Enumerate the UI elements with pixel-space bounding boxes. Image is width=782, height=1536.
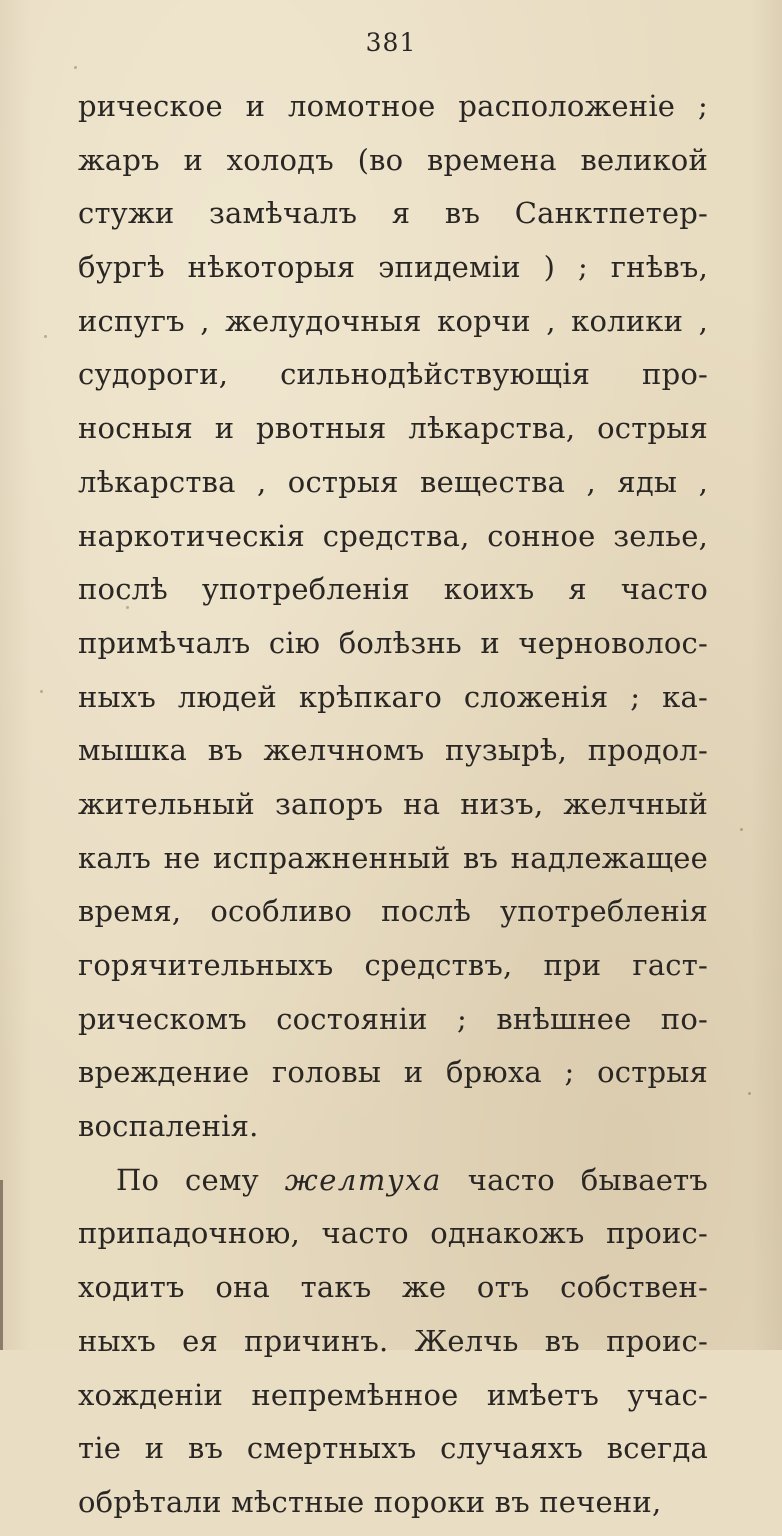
text-segment: часто бываетъ: [441, 1162, 708, 1197]
text-line: жительный запоръ на низъ, желчный: [78, 786, 708, 821]
text-line: тіе и въ смертныхъ случаяхъ всегда: [78, 1431, 708, 1466]
page-edge-shadow: [0, 1180, 3, 1350]
emphasized-term: желтуха: [284, 1162, 442, 1197]
paper-speck: [126, 606, 129, 609]
paper-speck: [740, 828, 743, 831]
body-text: [78, 86, 708, 1536]
text-line: калъ не испражненный въ надлежащее: [78, 840, 708, 875]
text-line: обрѣтали мѣстные пороки въ печени,: [78, 1484, 662, 1519]
text-line: жаръ и холодъ (во времена великой: [78, 142, 708, 177]
text-line: испугъ , желудочныя корчи , колики ,: [78, 303, 708, 338]
paper-speck: [748, 1092, 751, 1095]
text-line: стужи замѣчалъ я въ Санктпетер-: [78, 196, 708, 231]
paper-speck: [74, 66, 77, 69]
text-line: вреждение головы и брюха ; острыя: [78, 1055, 708, 1090]
text-line: припадочною, часто однакожъ проис-: [78, 1216, 708, 1251]
text-line: примѣчалъ сію болѣзнь и черноволос-: [78, 625, 708, 660]
text-line: лѣкарства , острыя вещества , яды ,: [78, 464, 708, 499]
text-line: судороги, сильнодѣйствующія про-: [78, 357, 708, 392]
text-line: послѣ употребленія коихъ я часто: [78, 572, 708, 607]
text-line: ныхъ ея причинъ. Желчь въ проис-: [78, 1323, 708, 1358]
text-line: мышка въ желчномъ пузырѣ, продол-: [78, 733, 708, 768]
text-line: хожденіи непремѣнное имѣетъ учас-: [78, 1377, 708, 1412]
paragraph-start-line: [78, 1160, 708, 1214]
text-line: ныхъ людей крѣпкаго сложенія ; ка-: [78, 679, 708, 714]
page-number: 381: [365, 28, 417, 57]
text-line: носныя и рвотныя лѣкарства, острыя: [78, 411, 708, 446]
text-line: воспаленія.: [78, 1109, 259, 1144]
text-line: горячительныхъ средствъ, при гаст-: [78, 948, 708, 982]
text-line: ходитъ она такъ же отъ собствен-: [78, 1270, 708, 1305]
paper-speck: [44, 335, 47, 338]
text-line: наркотическія средства, сонное зелье,: [78, 518, 708, 553]
text-line: рическое и ломотное расположеніе ;: [78, 89, 708, 123]
text-line: рическомъ состояніи ; внѣшнее по-: [78, 1001, 708, 1036]
text-line: бургѣ нѣкоторыя эпидеміи ) ; гнѣвъ,: [78, 250, 708, 285]
text-segment: По сему: [116, 1162, 285, 1197]
text-line: время, особливо послѣ употребленія: [78, 894, 708, 929]
paper-speck: [40, 690, 43, 693]
